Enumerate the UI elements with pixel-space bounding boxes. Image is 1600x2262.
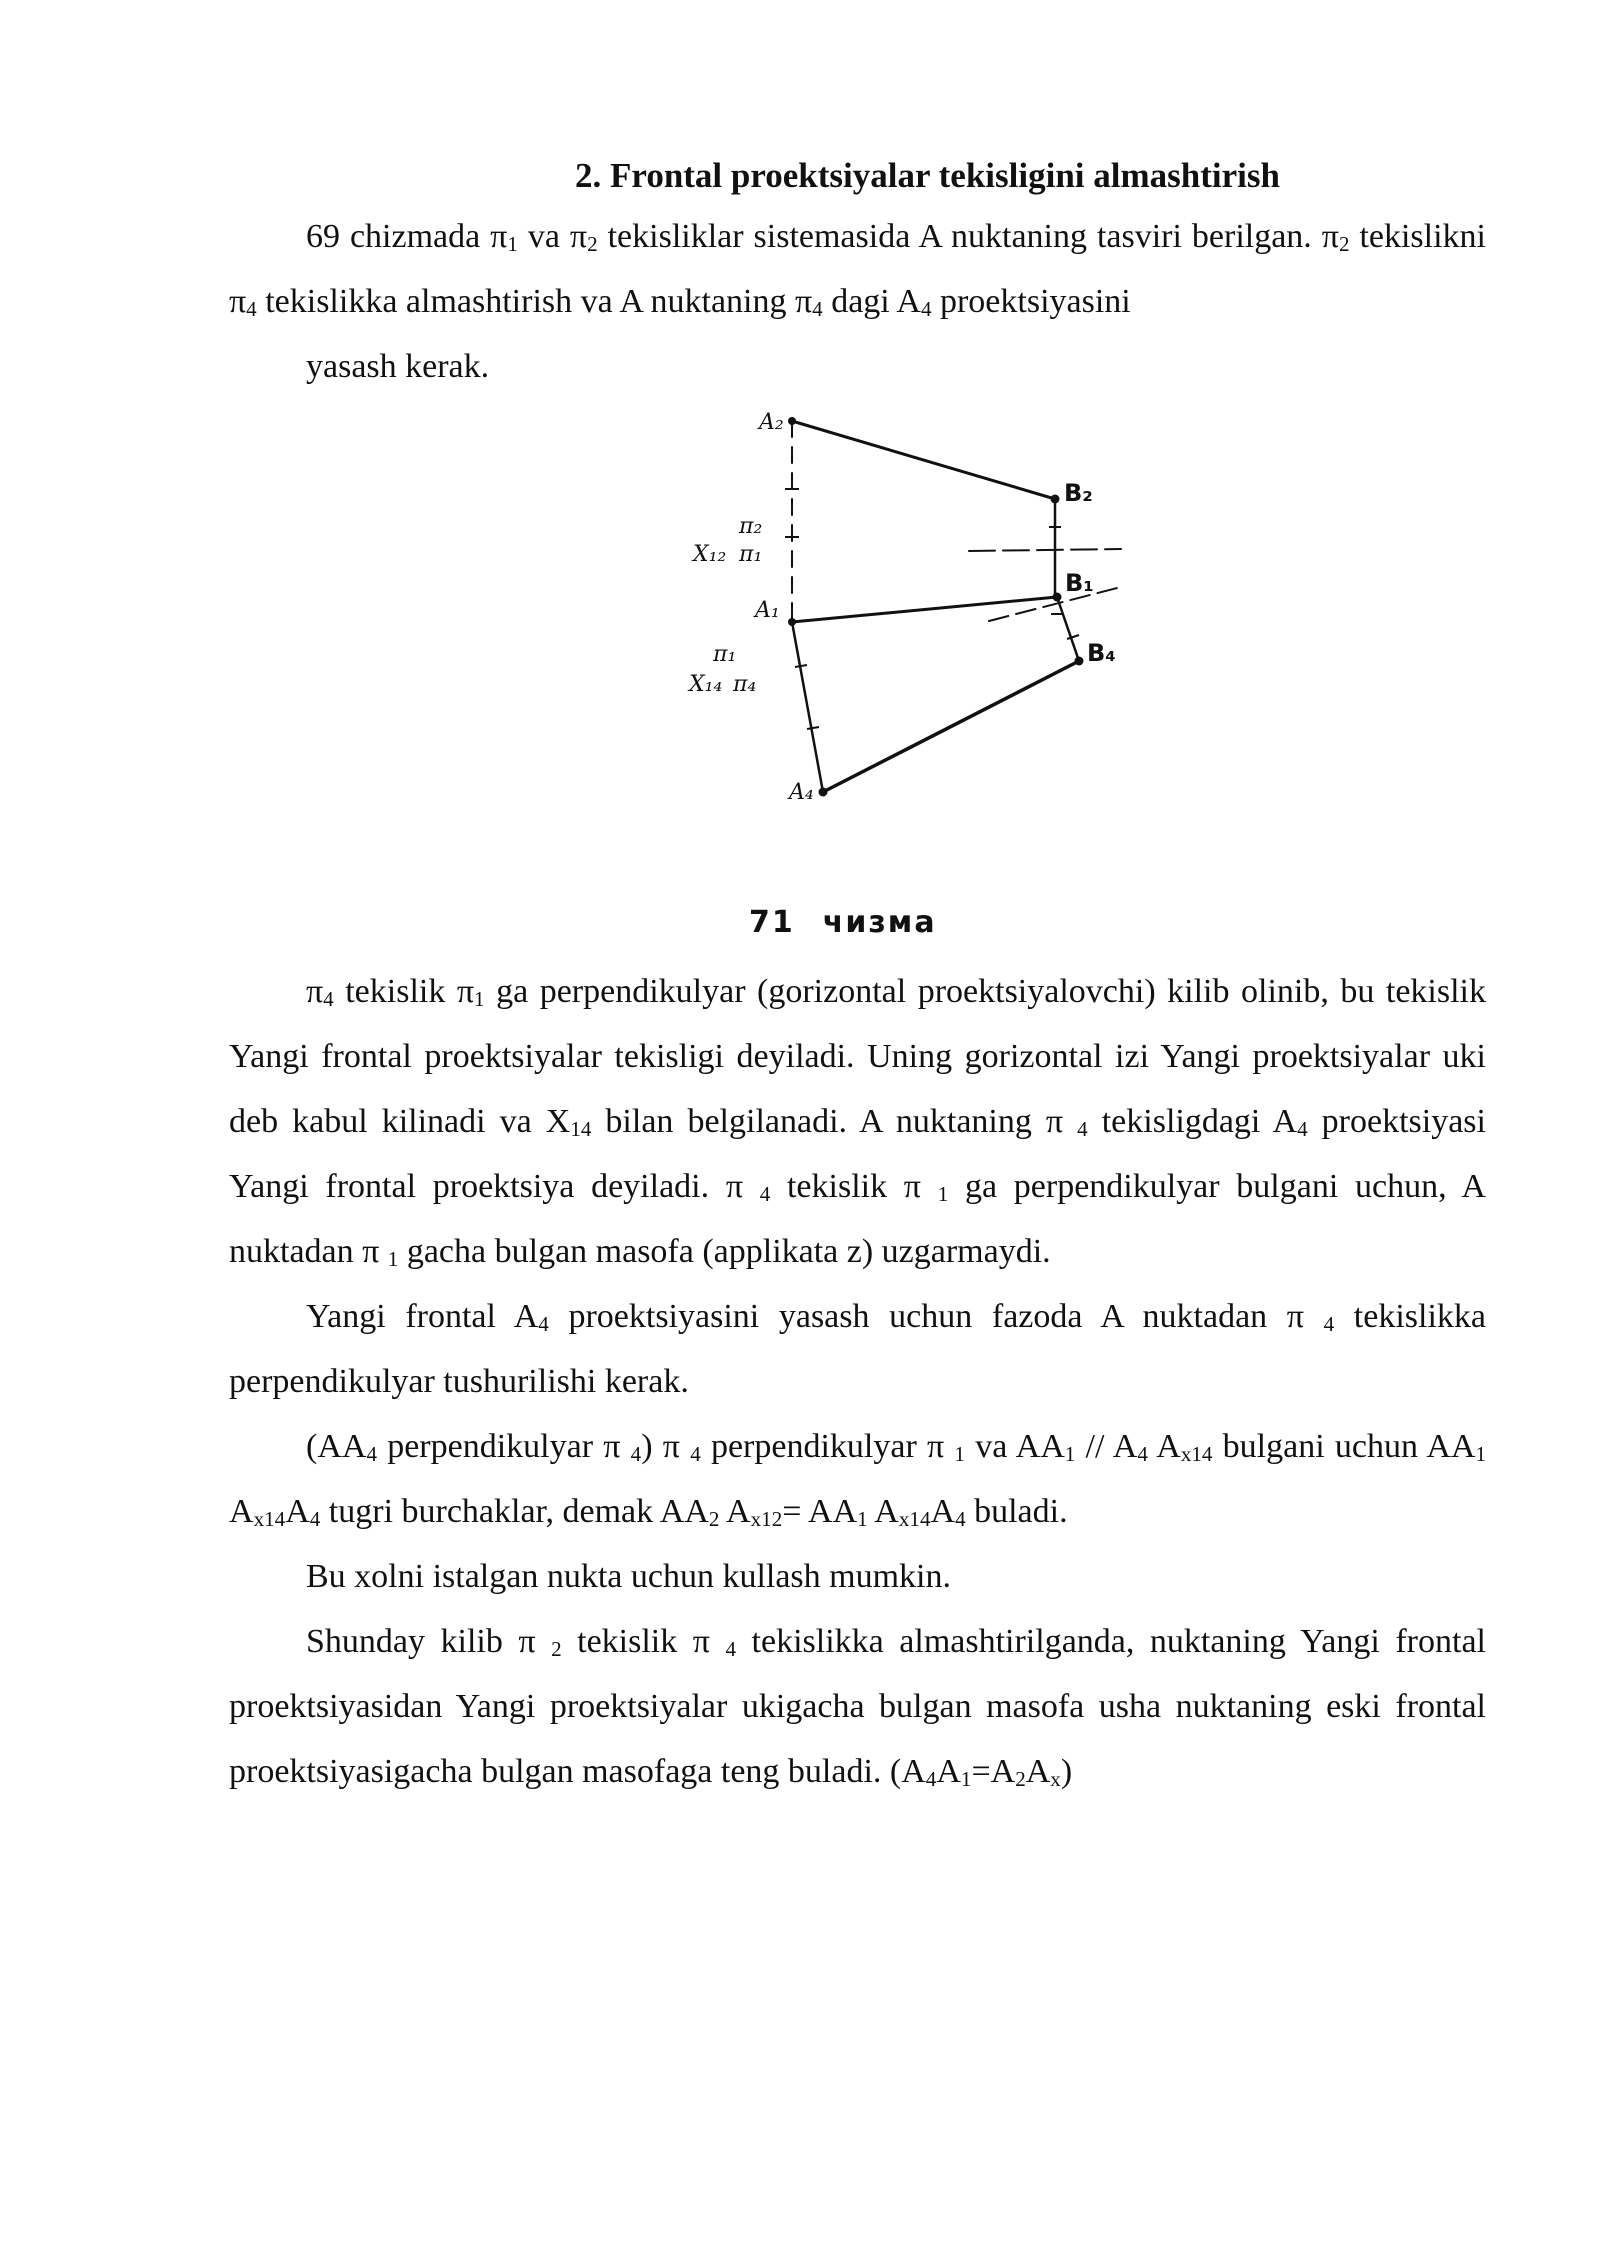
label-b2: B₂ (1064, 479, 1093, 507)
paragraph-3: ($AA_4$ perpendikulyar π $_4$) π $_4$ perpendikulyar π $_1$ va $AA_1 // A_4$ $A_{x14}$ bulgani uchun $AA_1$ $A_{x14}A_4$ tugri burchaklar, demak $AA_2$ $A_{x12}= AA_1$ $A_{x14}A_4$ buladi. (229, 1428, 1487, 1531)
label-pi2: π₂ (739, 514, 763, 539)
line-a1-b1 (792, 597, 1057, 622)
point-a2 (788, 417, 796, 425)
label-pi4: π₄ (733, 672, 757, 697)
section-heading: 2. Frontal proektsiyalar tekisligini almashtirish (575, 156, 1280, 195)
label-a2: A₂ (759, 410, 784, 435)
label-x14: X₁₄ (689, 672, 723, 697)
caption-word: чизма (822, 905, 937, 940)
document-page (229, 148, 1486, 1804)
label-a4: A₄ (789, 780, 814, 805)
paragraph-4: Bu xolni istalgan nukta uchun kullash mumkin. (306, 1558, 952, 1595)
paragraph-1: $\pi_4$ tekislik $\pi_1$ ga perpendikulyar (gorizontal proektsiyalovchi) kilib olinib, bu tekislik Yangi frontal proektsiyalar tekisligi deyiladi. Uning gorizontal izi Yangi proektsiyalar uki deb kabul kilinadi va $X_{14}$ bilan belgilanadi. A nuktaning π $_4$ tekisligdagi $A_4$ proektsiyasi Yangi frontal proektsiya deyiladi. π $_4$ tekislik π $_1$ ga perpendikulyar bulgani uchun, A nuktadan π $_1$ gacha bulgan masofa (applikata z) uzgarmaydi. (229, 973, 1486, 1271)
line-a4-b4 (823, 661, 1079, 792)
line-a2-b2 (792, 421, 1055, 499)
point-b4 (1075, 657, 1084, 666)
figure-caption (749, 905, 937, 940)
link-a1-a4 (792, 622, 823, 792)
label-pi1: π₁ (739, 542, 763, 567)
point-b1 (1053, 593, 1062, 602)
paragraph-5: Shunday kilib π $_2$ tekislik π $_4$ tekislikka almashtirilganda, nuktaning Yangi frontal proektsiyasidan Yangi proektsiyalar ukigacha bulgan masofa usha nuktaning eski frontal proektsiyasigacha bulgan masofaga teng buladi. $(A_4A_1=A_2A_x)$ (229, 1623, 1486, 1791)
figure-71 (229, 399, 1486, 959)
intro-last-line: yasash kerak. (306, 348, 490, 385)
projection-drawing (229, 399, 1486, 959)
link-b1-b4 (1057, 597, 1079, 661)
label-b1: B₁ (1065, 569, 1094, 597)
label-b4: B₄ (1087, 639, 1116, 667)
point-a4 (819, 788, 828, 797)
point-b2 (1051, 495, 1060, 504)
paragraph-2: Yangi frontal $A_4$ proektsiyasini yasash uchun fazoda A nuktadan π $_4$ tekislikka perpendikulyar tushurilishi kerak. (229, 1298, 1486, 1400)
axis-x12 (969, 549, 1121, 551)
caption-number: 71 (749, 905, 795, 940)
point-a1 (788, 618, 796, 626)
intro-paragraph: 69 chizmada $\pi_1$ va $\pi_2$ tekisliklar sistemasida A nuktaning tasviri berilgan. $\pi_2$ tekislikni $\pi_4$ tekislikka almashtirish va A nuktaning $\pi_4$ dagi $A_4$ proektsiyasini (229, 218, 1487, 321)
label-pi1b: π₁ (713, 642, 737, 667)
label-x12: X₁₂ (693, 542, 727, 567)
label-a1: A₁ (755, 598, 780, 623)
